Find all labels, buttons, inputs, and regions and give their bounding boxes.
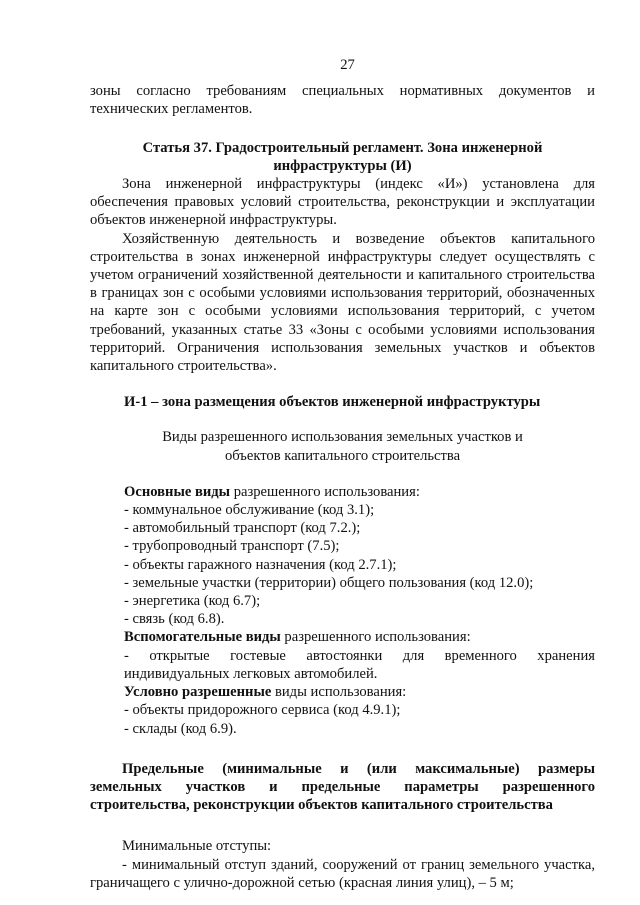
list-item: - склады (код 6.9). bbox=[124, 720, 237, 737]
intro-paragraph: зоны согласно требованиям специальных нормативных документов и технических регламентов. bbox=[90, 83, 595, 118]
uses-list bbox=[90, 483, 595, 738]
list-item: - объекты гаражного назначения (код 2.7.1); bbox=[124, 556, 397, 573]
main-uses-heading bbox=[124, 483, 595, 501]
auxiliary-uses-label-rest: разрешенного использования: bbox=[280, 629, 471, 646]
auxiliary-uses-heading bbox=[124, 628, 595, 646]
list-item: - земельные участки (территории) общего пользования (код 12.0); bbox=[124, 574, 534, 591]
setbacks-label: Минимальные отступы: bbox=[122, 838, 272, 855]
page-number: 27 bbox=[340, 57, 355, 73]
list-item: - коммунальное обслуживание (код 3.1); bbox=[124, 502, 375, 519]
list-item: - объекты придорожного сервиса (код 4.9.1); bbox=[124, 702, 401, 719]
article-title: Статья 37. Градостроительный регламент. Зона инженерной инфраструктуры (И) bbox=[142, 139, 543, 174]
list-item: - автомобильный транспорт (код 7.2.); bbox=[124, 520, 361, 537]
uses-subtitle bbox=[90, 428, 595, 464]
limits-title: Предельные (минимальные и (или максимальные) размеры земельных участков и предельные параметры разрешенного строительства, реконструкции объектов капитального строительства bbox=[90, 760, 595, 814]
conditional-uses-label-bold: Условно разрешенные bbox=[124, 684, 272, 701]
auxiliary-uses-label-bold: Вспомогательные виды bbox=[124, 629, 281, 646]
conditional-uses-heading bbox=[124, 683, 595, 701]
setback-item: - минимальный отступ зданий, сооружений от границ земельного участка, граничащего с улично-дорожной сетью (красная линия улиц), – 5 м; bbox=[90, 856, 595, 891]
setbacks-block bbox=[90, 837, 595, 892]
list-item: - открытые гостевые автостоянки для временного хранения индивидуальных легковых автомобилей. bbox=[124, 647, 595, 682]
list-item: - трубопроводный транспорт (7.5); bbox=[124, 538, 340, 555]
uses-subtitle-line-2: объектов капитального строительства bbox=[224, 447, 461, 464]
conditional-uses-label-rest: виды использования: bbox=[271, 684, 407, 701]
main-uses-label-bold: Основные виды bbox=[124, 483, 231, 500]
document-page bbox=[90, 56, 595, 892]
article-paragraph-1: Зона инженерной инфраструктуры (индекс «И») установлена для обеспечения правовых условий строительства, реконструкции и эксплуатации объектов инженерной инфраструктуры. bbox=[90, 176, 595, 229]
uses-subtitle-line-1: Виды разрешенного использования земельных участков и bbox=[162, 429, 523, 446]
zone-title: И-1 – зона размещения объектов инженерной инфраструктуры bbox=[124, 394, 541, 411]
article-paragraph-2: Хозяйственную деятельность и возведение объектов капитального строительства в зонах инженерной инфраструктуры следует осуществлять с учетом ограничений хозяйственной деятельности и капитального строительства в границах зон с особыми условиями использования территорий, обозначенных на карте зон с особыми условиями использования территорий, с учетом требований, указанных статье 33 «Зоны с особыми условиями использования территорий. Ограничения использования земельных участков и объектов капитального строительства». bbox=[90, 230, 595, 375]
main-uses-label-rest: разрешенного использования: bbox=[230, 483, 420, 500]
list-item: - связь (код 6.8). bbox=[124, 611, 225, 628]
list-item: - энергетика (код 6.7); bbox=[124, 593, 261, 610]
